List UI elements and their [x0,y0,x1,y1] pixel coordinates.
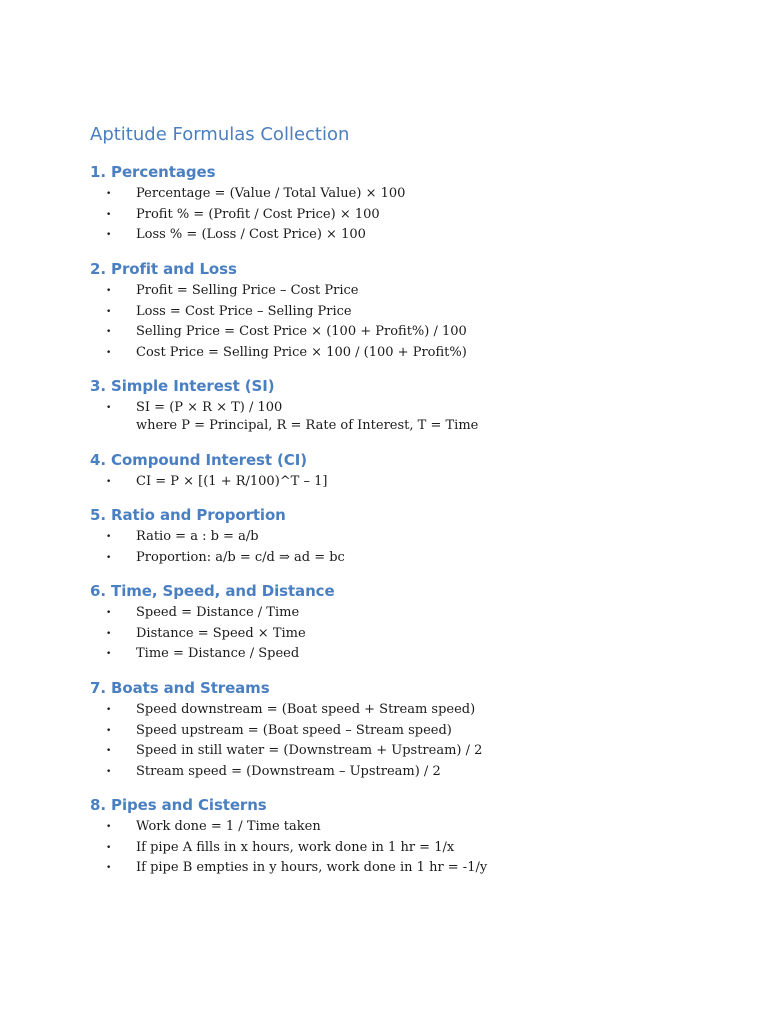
bullet-icon: • [106,822,112,832]
formula-text: Ratio = a : b = a/b [136,529,259,544]
bullet-icon: • [106,705,112,715]
bullet-icon: • [106,746,112,756]
formula-text: Profit % = (Profit / Cost Price) × 100 [136,206,380,222]
formula-text: Speed upstream = (Boat speed – Stream speed) [136,722,452,738]
section-heading: 6. Time, Speed, and Distance [90,582,335,600]
formula-text: Selling Price = Cost Price × (100 + Profit%) / 100 [136,324,467,339]
formula-text: Distance = Speed × Time [136,625,306,641]
bullet-icon: • [106,766,112,777]
formula-text: Time = Distance / Speed [136,646,300,661]
formula-text: Work done = 1 / Time taken [136,819,321,834]
formula-text: SI = (P × R × T) / 100 [136,400,283,415]
formula-text: Speed downstream = (Boat speed + Stream speed) [136,702,476,717]
bullet-icon: • [106,209,112,220]
bullet-icon: • [106,863,112,873]
bullet-icon: • [106,189,112,199]
bullet-icon: • [106,608,112,618]
formula-text: Cost Price = Selling Price × 100 / (100 + Profit%) [136,344,467,360]
bullet-icon: • [106,286,112,296]
formula-text: Loss % = (Loss / Cost Price) × 100 [136,227,366,242]
bullet-icon: • [106,649,112,659]
bullet-icon: • [106,477,112,487]
formula-text: Speed = Distance / Time [136,605,300,620]
bullet-icon: • [106,532,112,542]
formula-text: Percentage = (Value / Total Value) × 100 [136,186,406,201]
formula-text: Stream speed = (Downstream – Upstream) / 2 [136,763,441,779]
bullet-icon: • [106,306,112,317]
section-heading: 3. Simple Interest (SI) [90,377,275,395]
formula-text: If pipe B empties in y hours, work done in 1 hr = -1/y [136,860,488,875]
bullet-icon: • [106,327,112,337]
section-heading: 4. Compound Interest (CI) [90,451,307,469]
formula-text: Loss = Cost Price – Selling Price [136,303,352,319]
formula-text: Speed in still water = (Downstream + Upstream) / 2 [136,743,483,758]
section-heading: 2. Profit and Loss [90,260,237,278]
bullet-icon: • [106,628,112,639]
bullet-icon: • [106,230,112,240]
formula-note: where P = Principal, R = Rate of Interest, T = Time [136,418,479,433]
bullet-icon: • [106,403,112,413]
document-title: Aptitude Formulas Collection [90,124,350,145]
formula-text: Profit = Selling Price – Cost Price [136,283,359,298]
formula-text: If pipe A fills in x hours, work done in 1 hr = 1/x [136,839,455,855]
bullet-icon: • [106,552,112,563]
section-heading: 1. Percentages [90,163,216,181]
bullet-icon: • [106,347,112,358]
section-heading: 7. Boats and Streams [90,679,270,697]
bullet-icon: • [106,725,112,736]
formula-text: Proportion: a/b = c/d ⇒ ad = bc [136,549,345,565]
formula-text: CI = P × [(1 + R/100)^T – 1] [136,474,328,489]
bullet-icon: • [106,842,112,853]
section-heading: 5. Ratio and Proportion [90,506,286,524]
section-heading: 8. Pipes and Cisterns [90,796,267,814]
